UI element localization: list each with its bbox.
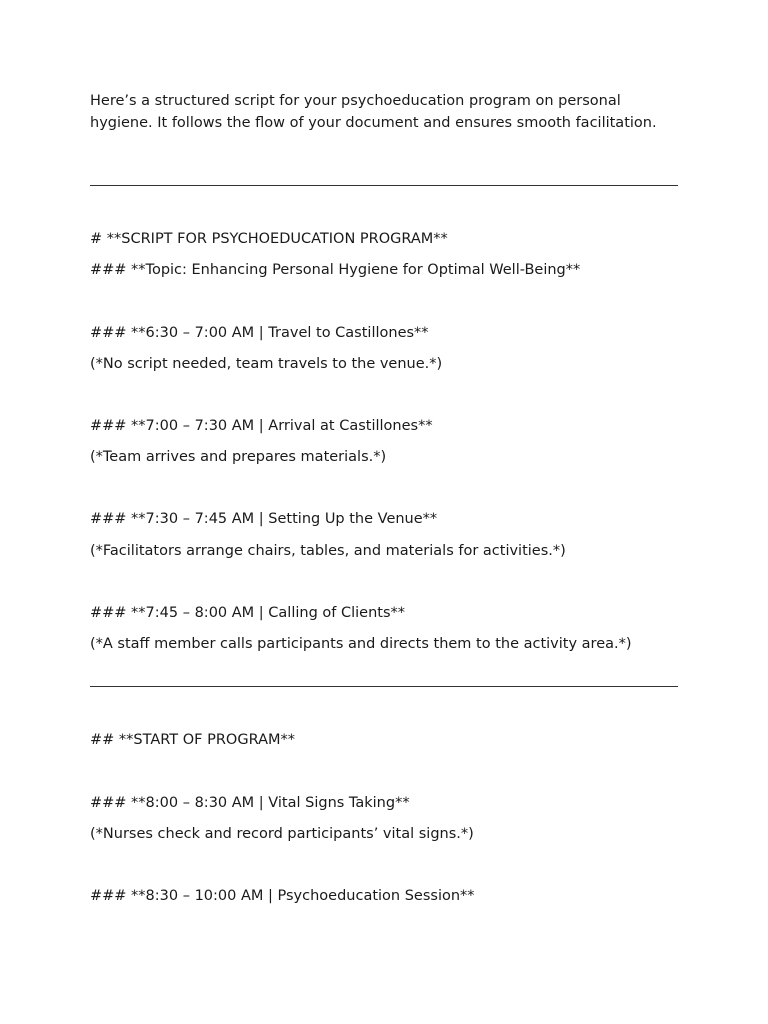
schedule-note-travel: (*No script needed, team travels to the venue.*) bbox=[90, 356, 443, 372]
schedule-heading-session: ### **8:30 – 10:00 AM | Psychoeducation Session** bbox=[90, 888, 475, 904]
schedule-note-arrival: (*Team arrives and prepares materials.*) bbox=[90, 449, 387, 465]
script-title: # **SCRIPT FOR PSYCHOEDUCATION PROGRAM** bbox=[90, 231, 448, 247]
document-page bbox=[90, 0, 678, 1024]
schedule-note-vitals: (*Nurses check and record participants’ vital signs.*) bbox=[90, 826, 474, 842]
schedule-heading-setup: ### **7:30 – 7:45 AM | Setting Up the Venue** bbox=[90, 511, 438, 527]
start-of-program-heading: ## **START OF PROGRAM** bbox=[90, 732, 295, 748]
schedule-heading-travel: ### **6:30 – 7:00 AM | Travel to Castillones** bbox=[90, 325, 429, 341]
topic-heading: ### **Topic: Enhancing Personal Hygiene for Optimal Well-Being** bbox=[90, 262, 581, 278]
schedule-heading-vitals: ### **8:00 – 8:30 AM | Vital Signs Taking** bbox=[90, 795, 410, 811]
horizontal-rule bbox=[90, 185, 678, 186]
horizontal-rule bbox=[90, 686, 678, 687]
schedule-heading-calling: ### **7:45 – 8:00 AM | Calling of Clients** bbox=[90, 605, 406, 621]
schedule-heading-arrival: ### **7:00 – 7:30 AM | Arrival at Castillones** bbox=[90, 418, 433, 434]
intro-paragraph: Here’s a structured script for your psychoeducation program on personal hygiene. It follows the flow of your document and ensures smooth facilitation. bbox=[90, 93, 657, 131]
schedule-note-setup: (*Facilitators arrange chairs, tables, and materials for activities.*) bbox=[90, 543, 566, 559]
schedule-note-calling: (*A staff member calls participants and directs them to the activity area.*) bbox=[90, 636, 632, 652]
